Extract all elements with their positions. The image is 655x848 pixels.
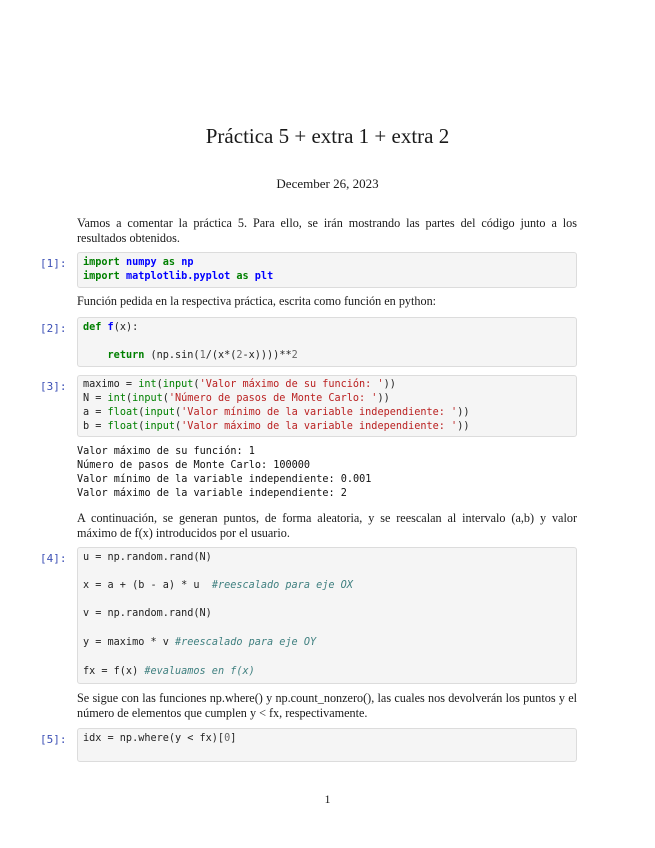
cell-5-prompt: [5]: (40, 733, 67, 746)
cell-4-prompt: [4]: (40, 552, 67, 565)
code-cell-1[interactable] (77, 252, 577, 288)
funcion-paragraph: Función pedida en la respectiva práctica, escrita como función en python: (77, 294, 437, 308)
cell-3-prompt: [3]: (40, 380, 67, 393)
code-line: import numpy as np (83, 257, 194, 268)
code-line: x = a + (b - a) * u #reescalado para eje OX (83, 580, 353, 591)
code-cell-4[interactable] (77, 547, 577, 684)
document-date: December 26, 2023 (276, 176, 379, 191)
code-line: b = float(input('Valor máximo de la variable independiente: ')) (83, 421, 470, 432)
code-cell-3[interactable] (77, 375, 577, 437)
code-line: a = float(input('Valor mínimo de la variable independiente: ')) (83, 407, 470, 418)
code-line: y = maximo * v #reescalado para eje OY (83, 637, 317, 648)
code-line: idx = np.where(y < fx)[0] (83, 733, 237, 744)
code-line: return (np.sin(1/(x*(2-x))))**2 (107, 350, 298, 361)
continuacion-paragraph: A continuación, se generan puntos, de forma aleatoria, y se reescalan al intervalo (a,b) y valor máximo de f(x) introducidos por el usuario. (77, 511, 577, 540)
code-line: maximo = int(input('Valor máximo de su función: ')) (83, 379, 396, 390)
where-paragraph: Se sigue con las funciones np.where() y np.count_nonzero(), las cuales nos devolverán los puntos y el número de elementos que cumplen y < fx, respectivamente. (77, 691, 577, 720)
output-line: Valor mínimo de la variable independiente: 0.001 (77, 474, 372, 485)
code-line: fx = f(x) #evaluamos en f(x) (83, 666, 255, 677)
code-line: import matplotlib.pyplot as plt (83, 271, 274, 282)
output-line: Número de pasos de Monte Carlo: 100000 (77, 460, 311, 471)
cell-2-prompt: [2]: (40, 322, 67, 335)
page-number: 1 (324, 792, 331, 806)
code-line: u = np.random.rand(N) (83, 552, 212, 563)
code-line: def f(x): (83, 322, 139, 333)
intro-paragraph: Vamos a comentar la práctica 5. Para ello, se irán mostrando las partes del código junto a los resultados obtenidos. (77, 216, 577, 245)
code-cell-2[interactable] (77, 317, 577, 367)
output-line: Valor máximo de su función: 1 (77, 446, 255, 457)
code-cell-5[interactable] (77, 728, 577, 762)
cell-1-prompt: [1]: (40, 257, 67, 270)
code-line: v = np.random.rand(N) (83, 608, 212, 619)
code-line: N = int(input('Número de pasos de Monte Carlo: ')) (83, 393, 390, 404)
output-line: Valor máximo de la variable independiente: 2 (77, 488, 347, 499)
document-title: Práctica 5 + extra 1 + extra 2 (205, 124, 450, 148)
